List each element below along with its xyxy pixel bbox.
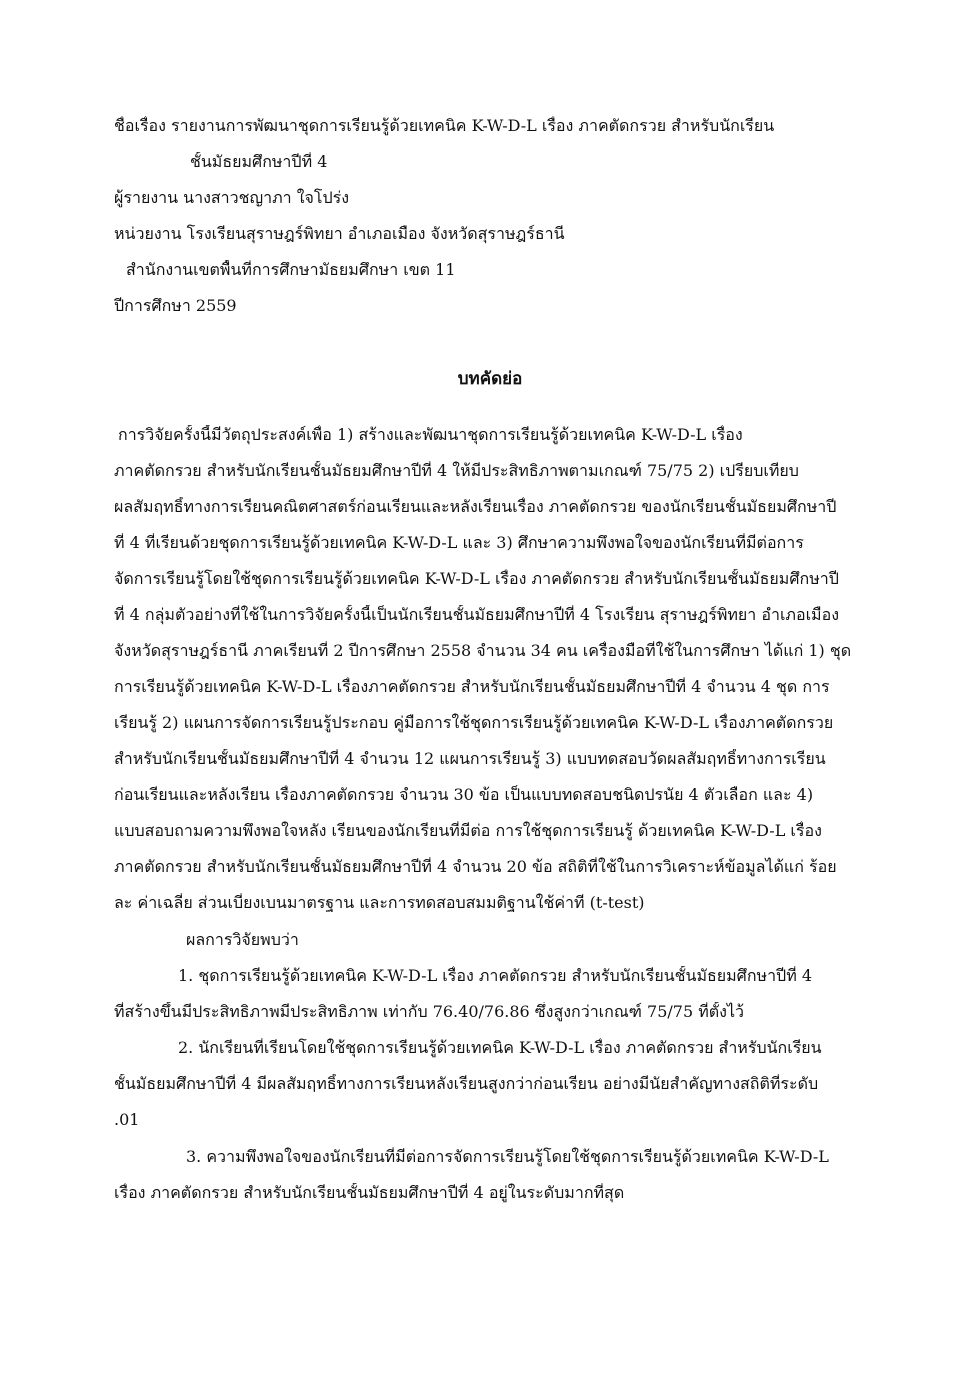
abstract-heading: บทคัดย่อ — [457, 369, 523, 389]
abstract-line: สำหรับนักเรียนชั้นมัธยมศึกษาปีที่ 4 จำนวน 12 แผนการเรียนรู้ 3) แบบทดสอบวัดผลสัมฤทธิ์ทางการเรียน — [114, 749, 826, 768]
report-title-line-1: ชื่อเรื่อง รายงานการพัฒนาชุดการเรียนรู้ด้วยเทคนิค K-W-D-L เรื่อง ภาคตัดกรวย สำหรับนักเรียน — [114, 116, 775, 135]
abstract-line: แบบสอบถามความพึงพอใจหลัง เรียนของนักเรียนที่มีต่อ การใช้ชุดการเรียนรู้ ด้วยเทคนิค K-W-D-L เรื่อง — [114, 821, 822, 840]
academic-year-line: ปีการศึกษา 2559 — [114, 296, 237, 315]
abstract-line: ผลสัมฤทธิ์ทางการเรียนคณิตศาสตร์ก่อนเรียนและหลังเรียนเรื่อง ภาคตัดกรวย ของนักเรียนชั้นมัธยมศึกษาปี — [114, 497, 837, 516]
abstract-line: ก่อนเรียนและหลังเรียน เรื่องภาคตัดกรวย จำนวน 30 ข้อ เป็นแบบทดสอบชนิดปรนัย 4 ตัวเลือก และ 4) — [114, 785, 814, 804]
result-3-line-2: เรื่อง ภาคตัดกรวย สำหรับนักเรียนชั้นมัธยมศึกษาปีที่ 4 อยู่ในระดับมากที่สุด — [114, 1183, 625, 1202]
abstract-line: ที่ 4 ที่เรียนด้วยชุดการเรียนรู้ด้วยเทคนิค K-W-D-L และ 3) ศึกษาความพึงพอใจของนักเรียนที่มีต่อการ — [114, 533, 804, 552]
abstract-line: จังหวัดสุราษฎร์ธานี ภาคเรียนที่ 2 ปีการศึกษา 2558 จำนวน 34 คน เครื่องมือที่ใช้ในการศึกษา ได้แก่ 1) ชุด — [114, 641, 852, 660]
result-2-line-3: .01 — [114, 1110, 140, 1129]
result-1-line-1: 1. ชุดการเรียนรู้ด้วยเทคนิค K-W-D-L เรื่อง ภาคตัดกรวย สำหรับนักเรียนชั้นมัธยมศึกษาปีที่ 4 — [178, 966, 813, 985]
report-title-line-2: ชั้นมัธยมศึกษาปีที่ 4 — [190, 152, 328, 171]
author-line: ผู้รายงาน นางสาวชญาภา ใจโปร่ง — [114, 188, 350, 207]
abstract-line: จัดการเรียนรู้โดยใช้ชุดการเรียนรู้ด้วยเทคนิค K-W-D-L เรื่อง ภาคตัดกรวย สำหรับนักเรียนชั้นมัธยมศึกษาปี — [114, 569, 839, 588]
results-heading: ผลการวิจัยพบว่า — [186, 930, 299, 949]
result-2-line-1: 2. นักเรียนที่เรียนโดยใช้ชุดการเรียนรู้ด้วยเทคนิค K-W-D-L เรื่อง ภาคตัดกรวย สำหรับนักเรียน — [178, 1038, 822, 1057]
result-2-line-2: ชั้นมัธยมศึกษาปีที่ 4 มีผลสัมฤทธิ์ทางการเรียนหลังเรียนสูงกว่าก่อนเรียน อย่างมีนัยสำคัญทางสถิติที่ระดับ — [114, 1074, 819, 1093]
result-3-line-1: 3. ความพึงพอใจของนักเรียนที่มีต่อการจัดการเรียนรู้โดยใช้ชุดการเรียนรู้ด้วยเทคนิค K-W-D-L — [186, 1147, 829, 1166]
abstract-line: ที่ 4 กลุ่มตัวอย่างที่ใช้ในการวิจัยครั้งนี้เป็นนักเรียนชั้นมัธยมศึกษาปีที่ 4 โรงเรียน สุราษฎร์พิทยา อำเภอเมือง — [114, 605, 840, 624]
result-1-line-2: ที่สร้างขึ้นมีประสิทธิภาพมีประสิทธิภาพ เท่ากับ 76.40/76.86 ซึ่งสูงกว่าเกณฑ์ 75/75 ที่ตั้งไว้ — [114, 1002, 745, 1021]
abstract-line: เรียนรู้ 2) แผนการจัดการเรียนรู้ประกอบ คู่มือการใช้ชุดการเรียนรู้ด้วยเทคนิค K-W-D-L เรื่องภาคตัดกรวย — [114, 713, 834, 732]
abstract-line: ภาคตัดกรวย สำหรับนักเรียนชั้นมัธยมศึกษาปีที่ 4 ให้มีประสิทธิภาพตามเกณฑ์ 75/75 2) เปรียบเทียบ — [114, 461, 799, 480]
unit-line-2: สำนักงานเขตพื้นที่การศึกษามัธยมศึกษา เขต 11 — [126, 260, 456, 279]
abstract-line: ภาคตัดกรวย สำหรับนักเรียนชั้นมัธยมศึกษาปีที่ 4 จำนวน 20 ข้อ สถิติที่ใช้ในการวิเคราะห์ข้อมูลได้แก่ ร้อย — [114, 857, 837, 876]
abstract-line: การเรียนรู้ด้วยเทคนิค K-W-D-L เรื่องภาคตัดกรวย สำหรับนักเรียนชั้นมัธยมศึกษาปีที่ 4 จำนวน 4 ชุด การ — [114, 677, 830, 696]
abstract-line: การวิจัยครั้งนี้มีวัตถุประสงค์เพื่อ 1) สร้างและพัฒนาชุดการเรียนรู้ด้วยเทคนิค K-W-D-L เรื่อง — [118, 425, 743, 444]
abstract-line: ละ ค่าเฉลี่ย ส่วนเบี่ยงเบนมาตรฐาน และการทดสอบสมมติฐานใช้ค่าที (t-test) — [114, 893, 645, 912]
unit-line-1: หน่วยงาน โรงเรียนสุราษฎร์พิทยา อำเภอเมือง จังหวัดสุราษฎร์ธานี — [114, 224, 565, 243]
